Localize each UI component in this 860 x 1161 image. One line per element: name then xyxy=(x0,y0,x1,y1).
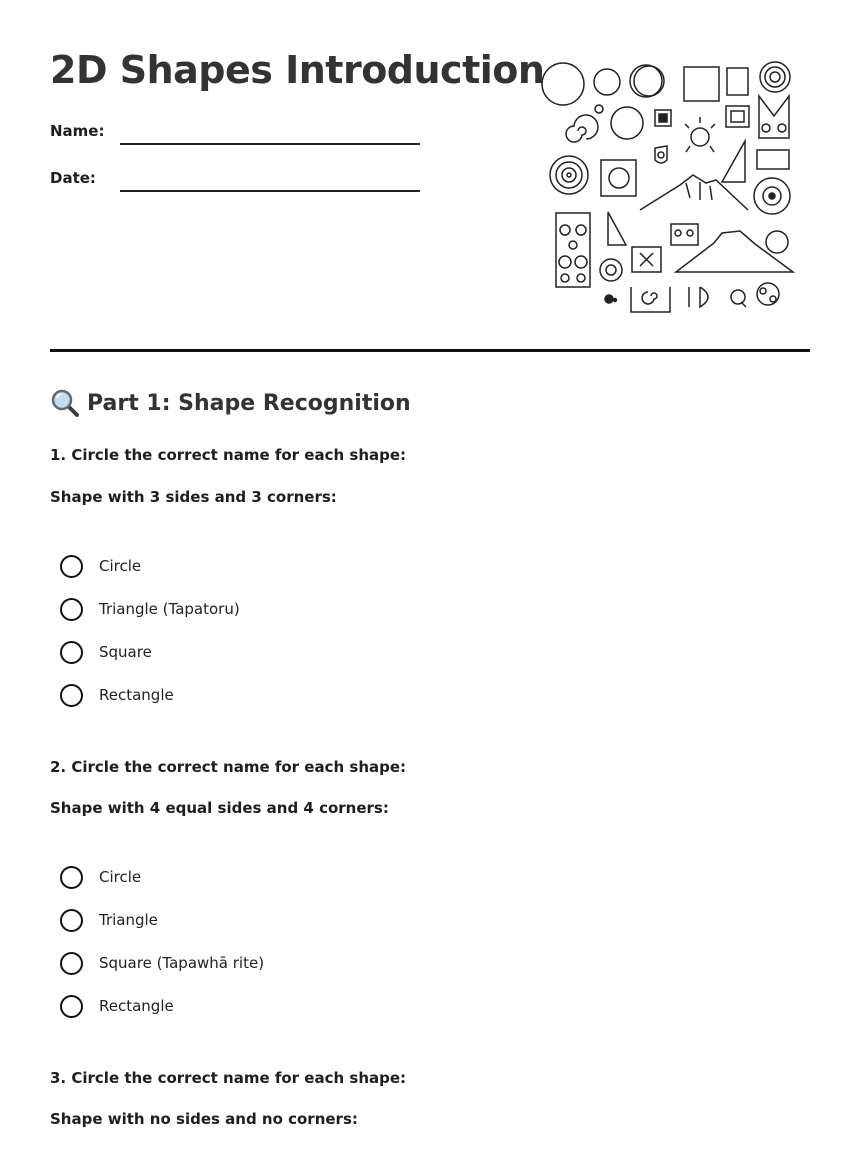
section-divider xyxy=(50,349,810,352)
q1-option-triangle[interactable] xyxy=(60,597,240,621)
2d-shapes-collage-icon xyxy=(538,58,798,316)
q1-option-rectangle[interactable] xyxy=(60,683,174,707)
option-label: Circle xyxy=(99,868,142,886)
part1-heading xyxy=(50,388,411,418)
name-label: Name: xyxy=(50,122,105,140)
name-field[interactable] xyxy=(120,143,420,145)
option-label: Square xyxy=(99,643,152,661)
q1-option-circle[interactable] xyxy=(60,554,141,578)
question-3-title: 3. Circle the correct name for each shape: xyxy=(50,1069,407,1087)
radio-circle-icon[interactable] xyxy=(60,684,83,707)
radio-circle-icon[interactable] xyxy=(60,995,83,1018)
question-1-prompt: Shape with 3 sides and 3 corners: xyxy=(50,488,337,506)
option-label: Circle xyxy=(99,557,142,575)
question-1-title: 1. Circle the correct name for each shape: xyxy=(50,446,407,464)
page-title: 2D Shapes Introduction xyxy=(50,48,545,92)
question-2-title: 2. Circle the correct name for each shape: xyxy=(50,758,407,776)
radio-circle-icon[interactable] xyxy=(60,555,83,578)
option-label: Triangle (Tapatoru) xyxy=(99,600,240,618)
option-label: Rectangle xyxy=(99,997,174,1015)
q2-option-circle[interactable] xyxy=(60,865,141,889)
question-3-prompt: Shape with no sides and no corners: xyxy=(50,1110,358,1128)
q2-option-square[interactable] xyxy=(60,951,264,975)
option-label: Rectangle xyxy=(99,686,174,704)
q1-option-square[interactable] xyxy=(60,640,152,664)
q2-option-triangle[interactable] xyxy=(60,908,158,932)
date-label: Date: xyxy=(50,169,96,187)
date-field[interactable] xyxy=(120,190,420,192)
part1-heading-text: Part 1: Shape Recognition xyxy=(87,390,411,416)
option-label: Triangle xyxy=(99,911,158,929)
q2-option-rectangle[interactable] xyxy=(60,994,174,1018)
radio-circle-icon[interactable] xyxy=(60,641,83,664)
magnifying-glass-icon xyxy=(50,388,80,418)
radio-circle-icon[interactable] xyxy=(60,909,83,932)
radio-circle-icon[interactable] xyxy=(60,952,83,975)
option-label: Square (Tapawhā rite) xyxy=(99,954,265,972)
radio-circle-icon[interactable] xyxy=(60,866,83,889)
radio-circle-icon[interactable] xyxy=(60,598,83,621)
question-2-prompt: Shape with 4 equal sides and 4 corners: xyxy=(50,799,389,817)
